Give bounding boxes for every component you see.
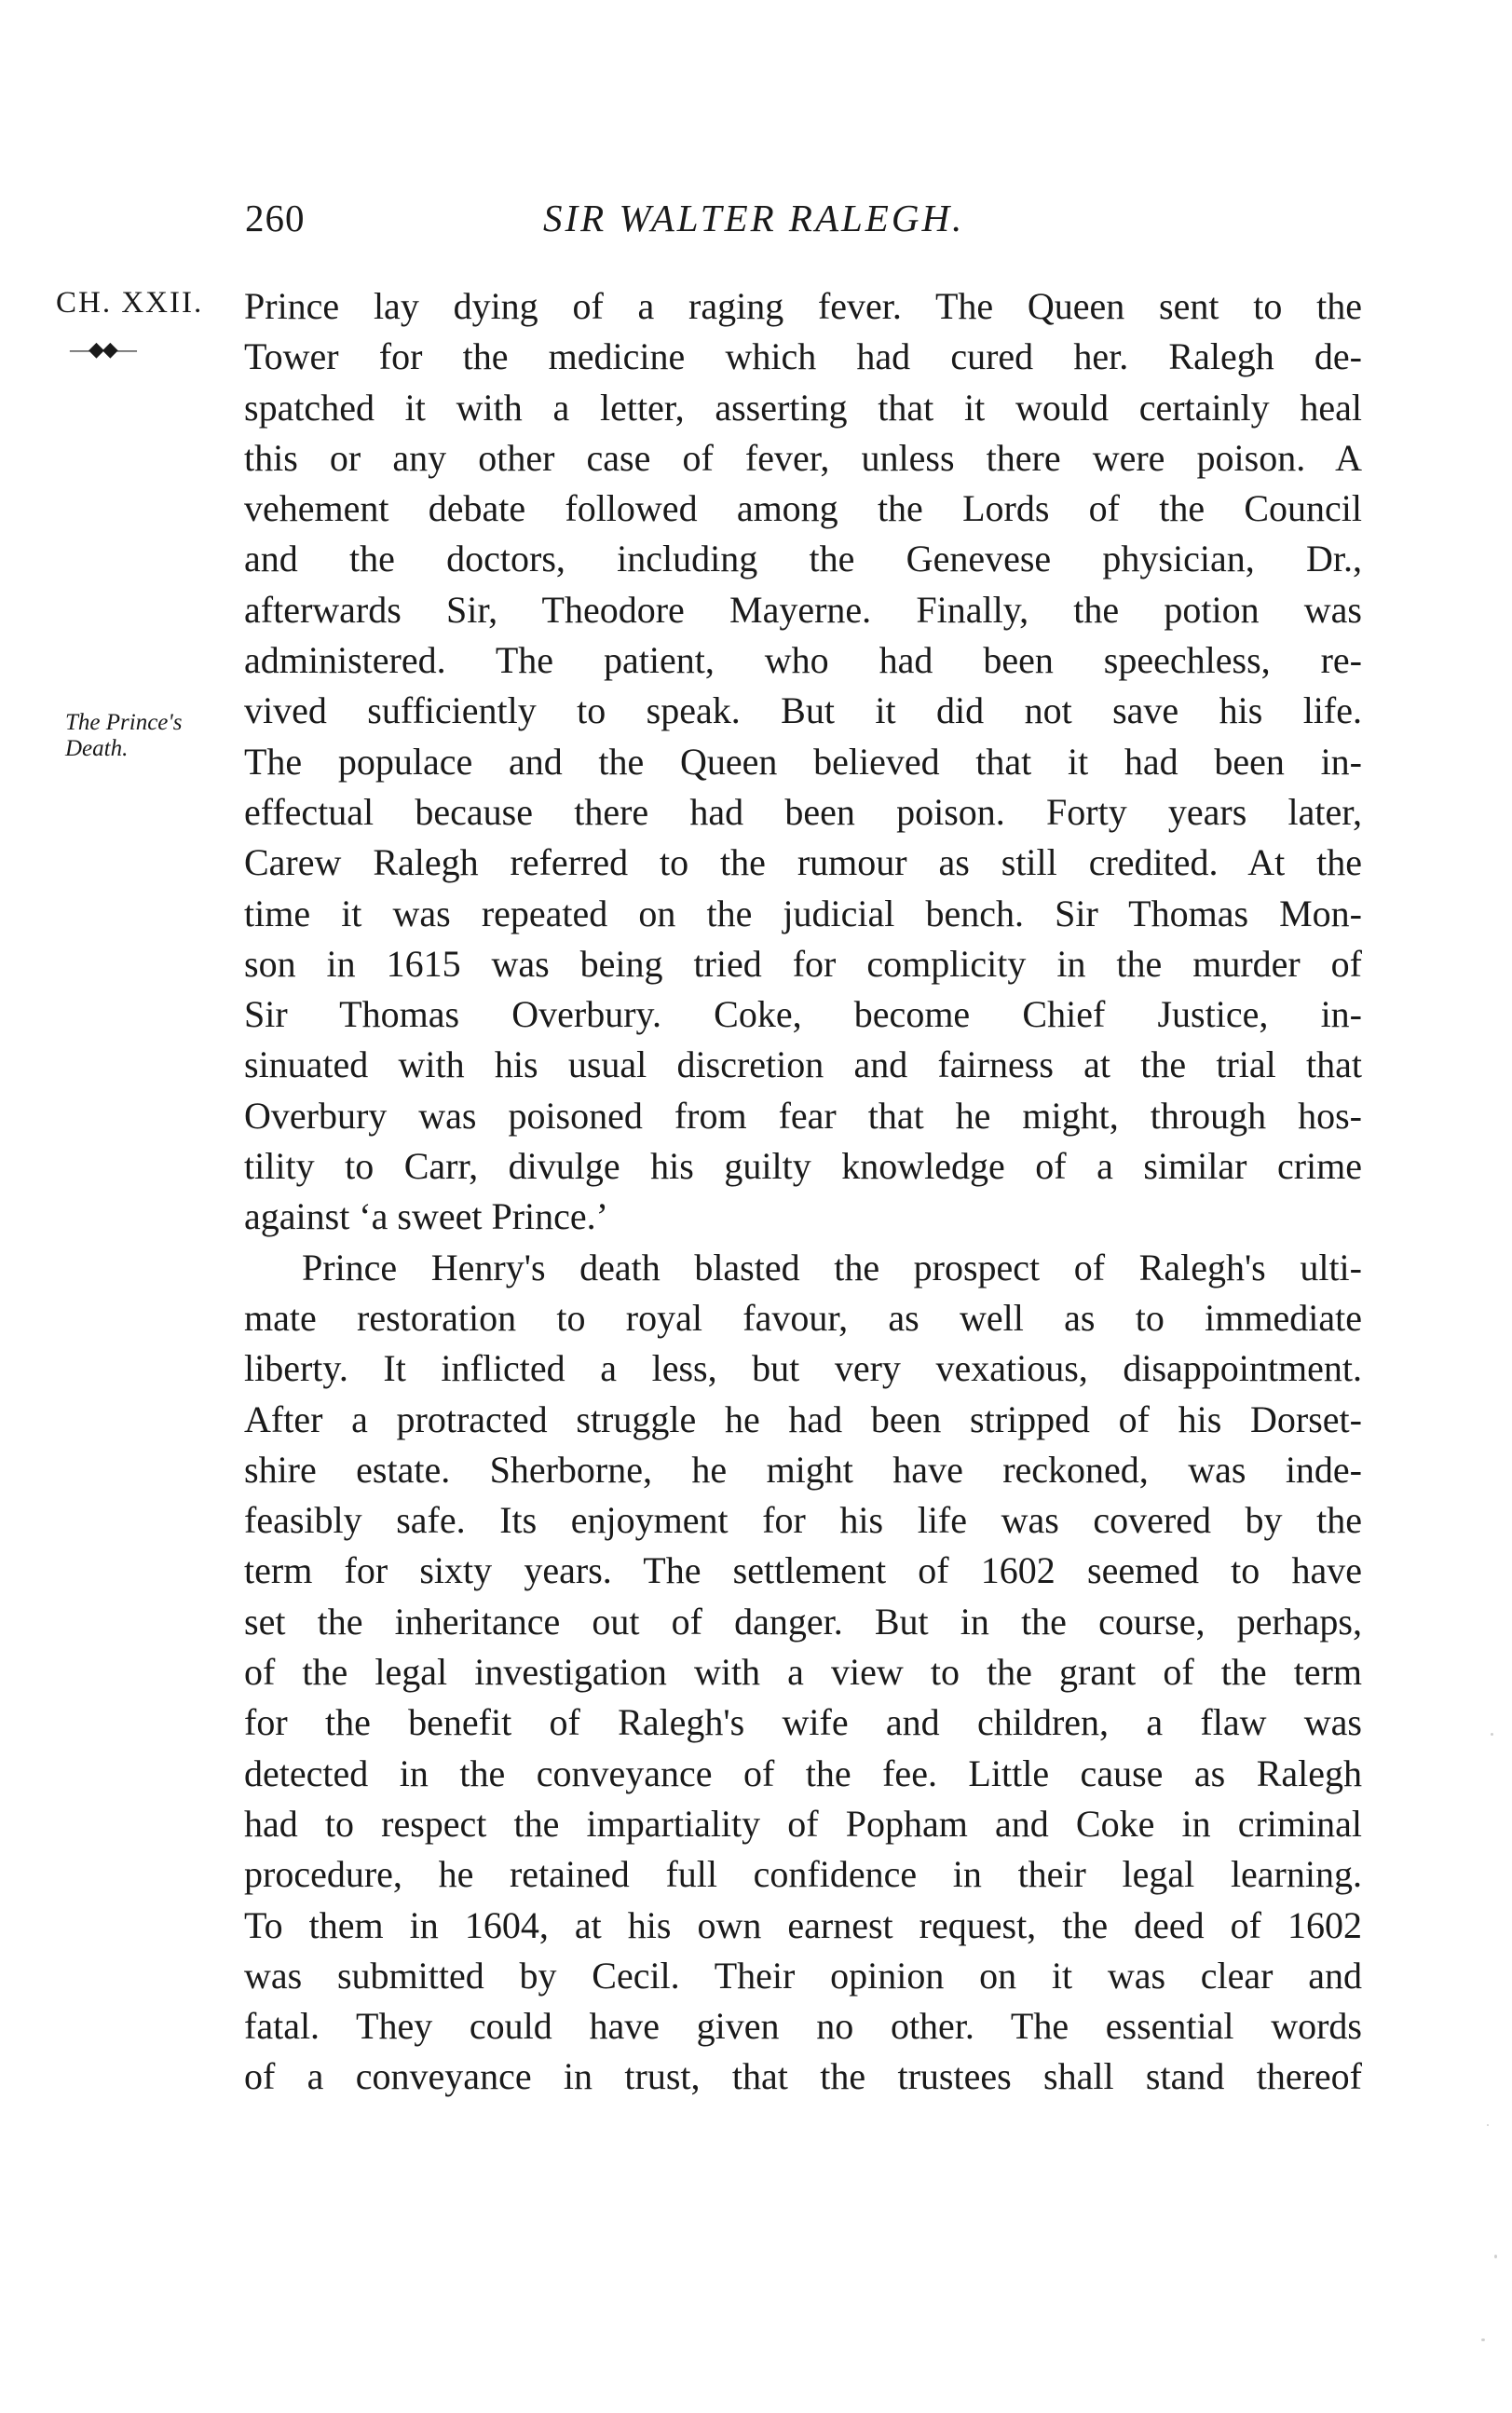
text-line: spatched it with a letter, asserting that it would certainly heal: [244, 386, 1362, 429]
running-title: SIR WALTER RALEGH.: [543, 197, 965, 239]
text-line: To them in 1604, at his own earnest request, the deed of 1602: [244, 1903, 1362, 1946]
running-head: [245, 196, 1363, 252]
text-line: Tower for the medicine which had cured her. Ralegh de-: [244, 335, 1362, 378]
body-text: [244, 281, 1362, 2103]
text-line: tility to Carr, divulge his guilty knowledge of a similar crime: [244, 1145, 1362, 1188]
text-line: mate restoration to royal favour, as well as to immediate: [244, 1296, 1362, 1339]
text-line: had to respect the impartiality of Popham and Coke in criminal: [244, 1802, 1362, 1845]
text-line: detected in the conveyance of the fee. Little cause as Ralegh: [244, 1752, 1362, 1794]
text-line: son in 1615 was being tried for complicity in the murder of: [244, 942, 1362, 985]
text-line: set the inheritance out of danger. But in the course, perhaps,: [244, 1600, 1362, 1643]
text-line: The populace and the Queen believed that it had been in-: [244, 740, 1362, 783]
margin-ornament: —◆◆—: [70, 337, 135, 361]
page-number: 260: [245, 197, 306, 239]
text-line: of a conveyance in trust, that the trustees shall stand thereof: [244, 2055, 1362, 2098]
margin-note-line: The Prince's: [65, 710, 183, 735]
margin-chapter-label: CH. XXII.: [56, 286, 204, 320]
text-line: term for sixty years. The settlement of 1602 seemed to have: [244, 1549, 1362, 1592]
margin-note-line: Death.: [65, 736, 129, 761]
text-line: afterwards Sir, Theodore Mayerne. Finally, the potion was: [244, 588, 1362, 631]
paper-speck: [1481, 2338, 1485, 2341]
text-line: was submitted by Cecil. Their opinion on it was clear and: [244, 1954, 1362, 1997]
paper-speck: [1494, 2255, 1497, 2258]
text-line: sinuated with his usual discretion and fairness at the trial that: [244, 1043, 1362, 1086]
paragraph-1: [244, 281, 1362, 1243]
paper-speck: [1487, 2124, 1489, 2126]
text-line: for the benefit of Ralegh's wife and children, a flaw was: [244, 1701, 1362, 1744]
paper-speck: [1491, 1733, 1493, 1736]
text-line: of the legal investigation with a view to the grant of the term: [244, 1651, 1362, 1694]
text-line: shire estate. Sherborne, he might have reckoned, was inde-: [244, 1448, 1362, 1491]
text-line: liberty. It inflicted a less, but very vexatious, disappointment.: [244, 1347, 1362, 1390]
text-line: vived sufficiently to speak. But it did not save his life.: [244, 689, 1362, 732]
text-line: feasibly safe. Its enjoyment for his life was covered by the: [244, 1499, 1362, 1542]
margin-note: [65, 710, 182, 762]
text-line: Carew Ralegh referred to the rumour as still credited. At the: [244, 841, 1362, 884]
text-line: fatal. They could have given no other. The essential words: [244, 2005, 1362, 2048]
text-line: this or any other case of fever, unless there were poison. A: [244, 436, 1362, 479]
text-line: Overbury was poisoned from fear that he might, through hos-: [244, 1094, 1362, 1137]
text-line: procedure, he retained full confidence in their legal learning.: [244, 1853, 1362, 1896]
text-line: After a protracted struggle he had been stripped of his Dorset-: [244, 1397, 1362, 1440]
text-line: Sir Thomas Overbury. Coke, become Chief Justice, in-: [244, 993, 1362, 1036]
text-line: Prince lay dying of a raging fever. The Queen sent to the: [244, 285, 1362, 327]
paragraph-2: [244, 1243, 1362, 2103]
text-line: vehement debate followed among the Lords of the Council: [244, 487, 1362, 530]
text-line: against ‘a sweet Prince.’: [244, 1195, 608, 1238]
text-line: administered. The patient, who had been speechless, re-: [244, 639, 1362, 682]
text-line: time it was repeated on the judicial bench. Sir Thomas Mon-: [244, 892, 1362, 934]
text-line: and the doctors, including the Genevese physician, Dr.,: [244, 538, 1362, 580]
text-line: effectual because there had been poison. Forty years later,: [244, 790, 1362, 833]
text-line: Prince Henry's death blasted the prospect of Ralegh's ulti-: [302, 1246, 1362, 1288]
